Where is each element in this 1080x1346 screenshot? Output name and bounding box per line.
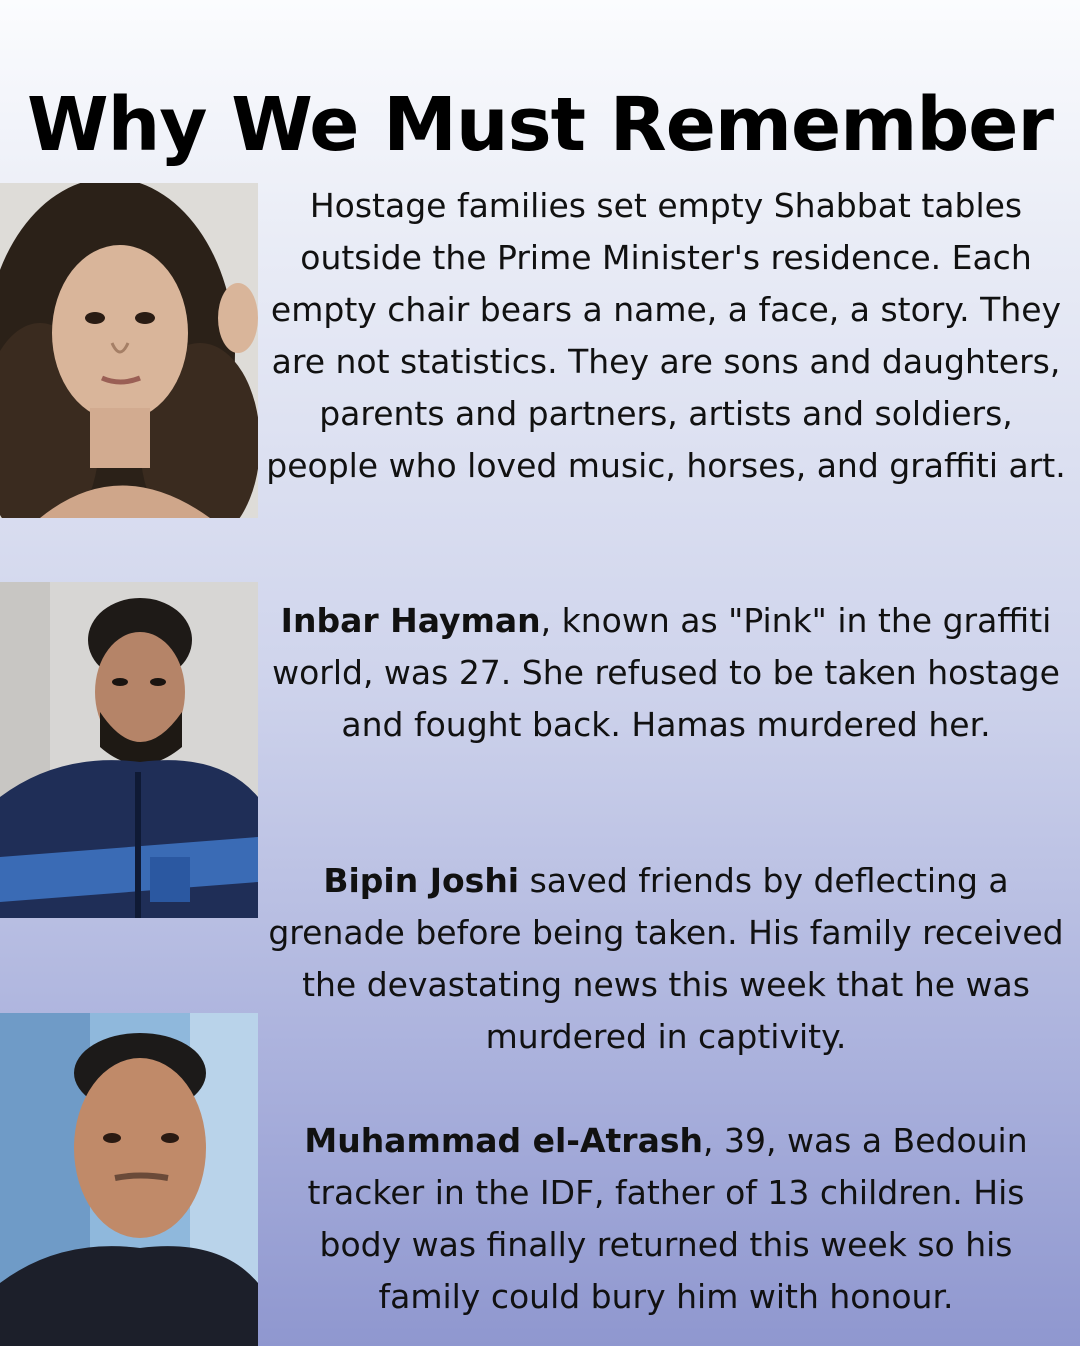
story-paragraph bbox=[266, 855, 1066, 1063]
story-text: , 39, was a Bedouin tracker in the IDF, father of 13 children. His body was finally returned this week so his family could bury him with honour. bbox=[307, 1121, 1028, 1316]
page-title: Why We Must Remember bbox=[27, 81, 1053, 168]
story-name: Muhammad el-Atrash bbox=[304, 1121, 703, 1160]
portrait-photo-2 bbox=[0, 582, 258, 918]
story-paragraph bbox=[266, 595, 1066, 751]
story-name: Bipin Joshi bbox=[323, 861, 520, 900]
story-name: Inbar Hayman bbox=[280, 601, 541, 640]
intro-paragraph: Hostage families set empty Shabbat tables outside the Prime Minister's residence. Each empty chair bears a name, a face, a story. They are not statistics. They are sons and daughters, parents and partners, artists and soldiers, people who loved music, horses, and graffiti art. bbox=[266, 186, 1066, 485]
story-text: , known as "Pink" in the graffiti world, was 27. She refused to be taken hostage and fought back. Hamas murdered her. bbox=[272, 601, 1060, 744]
story-text: saved friends by deflecting a grenade before being taken. His family received the devastating news this week that he was murdered in captivity. bbox=[268, 861, 1064, 1056]
portrait-image bbox=[0, 183, 258, 518]
portrait-image bbox=[0, 1013, 258, 1346]
story-paragraph bbox=[266, 1115, 1066, 1323]
portrait-photo-3 bbox=[0, 1013, 258, 1346]
portrait-photo-1 bbox=[0, 183, 258, 518]
portrait-image bbox=[0, 582, 258, 918]
